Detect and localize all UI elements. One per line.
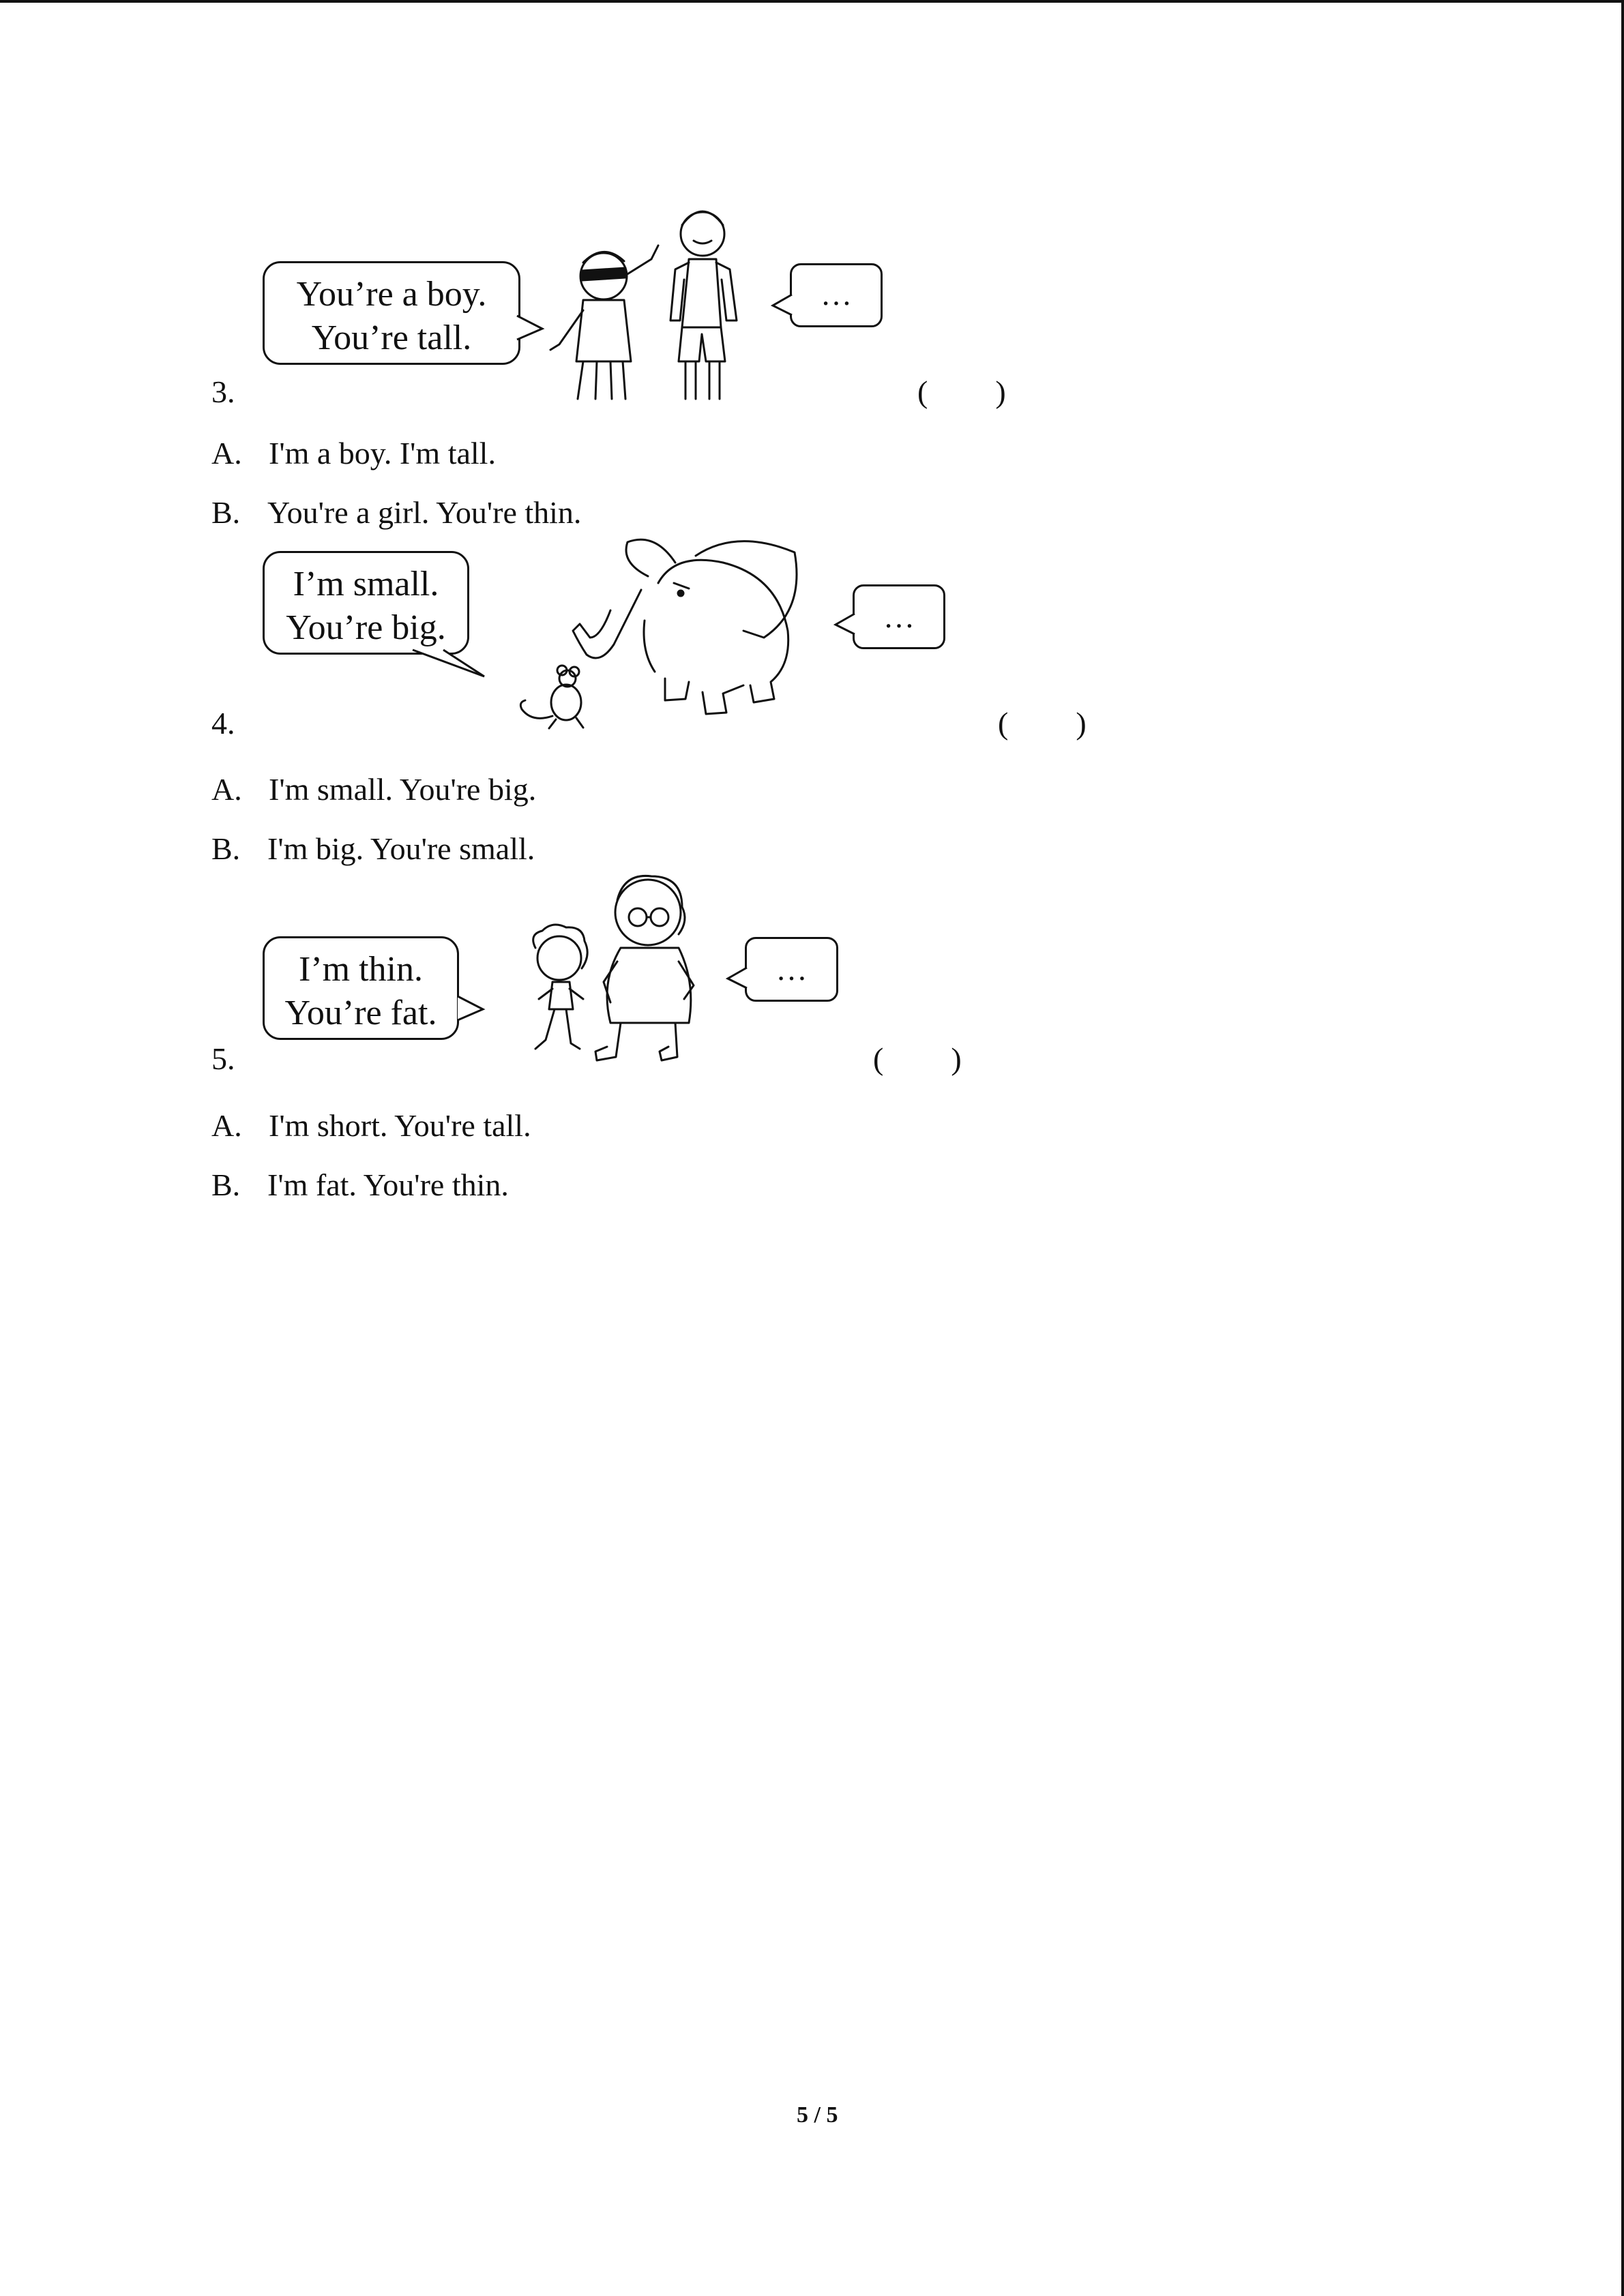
bubble-line: You’re tall. <box>311 318 472 357</box>
option-text: You're a girl. You're thin. <box>267 495 582 530</box>
question-number: 5. <box>211 1041 235 1076</box>
option-a[interactable] <box>211 438 496 469</box>
bracket-open: ( <box>998 706 1009 741</box>
speech-bubble-tail-icon <box>456 994 490 1028</box>
option-letter: A. <box>211 436 242 471</box>
bracket-open: ( <box>917 374 928 409</box>
speech-bubble <box>263 551 469 655</box>
speech-bubble-tail-icon <box>409 648 491 682</box>
answer-bracket[interactable] <box>998 708 1087 739</box>
question-number: 4. <box>211 706 235 741</box>
option-text: I'm short. You're tall. <box>269 1108 531 1143</box>
question-number: 3. <box>211 374 235 409</box>
bubble-line: You’re fat. <box>284 994 437 1032</box>
option-letter: A. <box>211 772 242 807</box>
option-letter: B. <box>211 831 241 866</box>
reply-bubble <box>790 263 883 327</box>
option-letter: A. <box>211 1108 242 1143</box>
option-text: I'm fat. You're thin. <box>267 1167 509 1202</box>
speech-bubble <box>263 261 520 365</box>
boy-and-blindfolded-child-illustration <box>542 194 761 406</box>
mouse-and-elephant-illustration <box>518 535 805 733</box>
bubble-line: You’re a boy. <box>296 275 487 314</box>
option-text: I'm big. You're small. <box>267 831 535 866</box>
bubble-line: I’m thin. <box>299 950 423 989</box>
bubble-line: You’re big. <box>286 608 446 647</box>
speech-bubble <box>263 936 459 1040</box>
page-top-border <box>0 0 1624 3</box>
bracket-close: ) <box>995 374 1006 409</box>
reply-bubble <box>853 584 945 649</box>
option-b[interactable] <box>211 833 535 865</box>
bracket-open: ( <box>873 1041 884 1076</box>
option-letter: B. <box>211 495 241 530</box>
option-text: I'm small. You're big. <box>269 772 537 807</box>
reply-ellipsis: … <box>821 277 852 312</box>
thin-girl-and-fat-woman-illustration <box>515 873 713 1071</box>
page-number: 5 / 5 <box>797 2102 838 2128</box>
option-a[interactable] <box>211 774 536 805</box>
page-right-border <box>1621 0 1624 2296</box>
option-b[interactable] <box>211 497 581 528</box>
option-text: I'm a boy. I'm tall. <box>269 436 496 471</box>
reply-bubble-tail-icon <box>771 293 793 318</box>
option-a[interactable] <box>211 1110 531 1142</box>
reply-bubble-tail-icon <box>726 966 748 991</box>
option-b[interactable] <box>211 1169 509 1201</box>
bubble-line: I’m small. <box>293 565 439 603</box>
reply-bubble-tail-icon <box>833 612 855 637</box>
reply-ellipsis: … <box>776 952 808 987</box>
answer-bracket[interactable] <box>917 376 1006 408</box>
option-letter: B. <box>211 1167 241 1202</box>
bracket-close: ) <box>951 1041 962 1076</box>
reply-ellipsis: … <box>883 599 915 634</box>
reply-bubble <box>745 937 838 1002</box>
answer-bracket[interactable] <box>873 1043 962 1075</box>
bracket-close: ) <box>1076 706 1087 741</box>
